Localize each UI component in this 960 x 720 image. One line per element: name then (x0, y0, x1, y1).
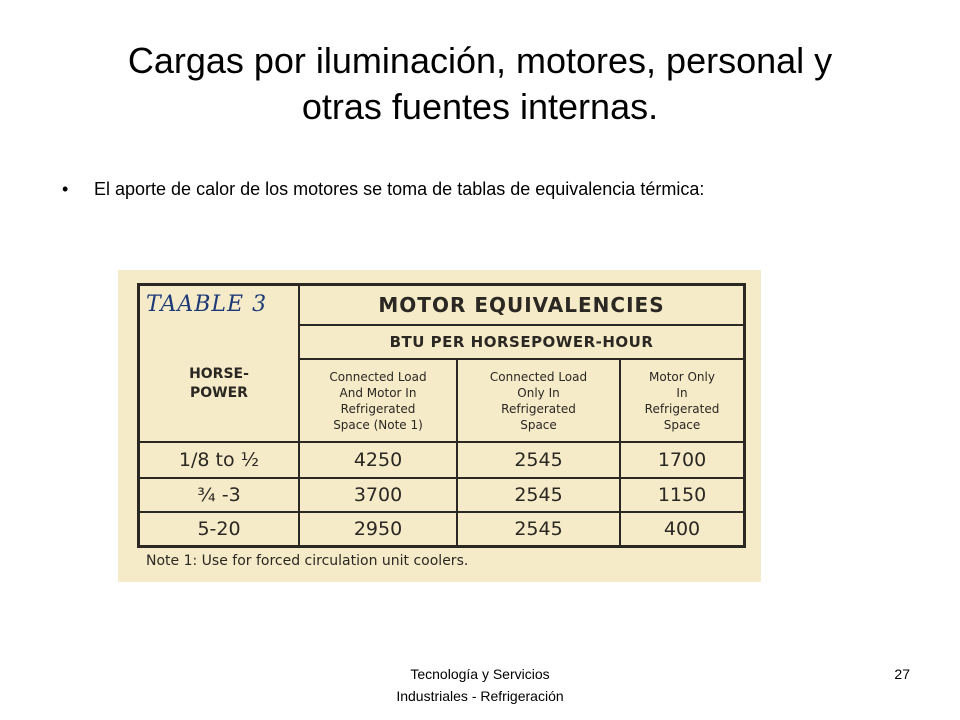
table-cell-value: 2545 (514, 449, 563, 471)
table-cell-value: 2545 (514, 518, 563, 540)
table-cell-value: 3700 (353, 484, 403, 506)
slide-footer (330, 663, 630, 707)
table-cell-value: 2545 (514, 484, 563, 506)
col-header-2-line-3: Refrigerated (501, 401, 576, 416)
slide-title-line-2: otras fuentes internas. (301, 86, 659, 127)
col-header-1-line-3: Refrigerated (340, 401, 416, 416)
footer-line-1: Tecnología y Servicios (410, 666, 550, 682)
column-header-connected-load-and-motor (300, 360, 456, 441)
table-title: MOTOR EQUIVALENCIES (378, 293, 665, 317)
slide-title (40, 38, 920, 130)
slide-title-line-1: Cargas por iluminación, motores, personal y (127, 40, 833, 81)
col-header-2-line-2: Only In (517, 385, 560, 400)
table-cell-hp: ¾ -3 (197, 484, 241, 506)
bullet-marker: • (62, 179, 69, 199)
col-header-2-line-4: Space (520, 417, 557, 432)
page-number: 27 (894, 666, 910, 682)
col-header-2-line-1: Connected Load (489, 369, 588, 384)
col-header-1-line-1: Connected Load (329, 369, 427, 384)
bullet-text: El aporte de calor de los motores se toma de tablas de equivalencia térmica: (94, 179, 705, 199)
col-header-1-line-4: Space (Note 1) (333, 417, 423, 432)
table-cell-value: 1700 (657, 449, 707, 471)
table-handwritten-tag: TAABLE 3 (146, 291, 268, 317)
table-footnote: Note 1: Use for forced circulation unit coolers. (146, 553, 469, 569)
horsepower-header-line-1: HORSE- (189, 365, 249, 382)
table-subtitle: BTU PER HORSEPOWER-HOUR (389, 333, 654, 351)
footer-line-2: Industriales - Refrigeración (396, 688, 564, 704)
column-header-motor-only (621, 360, 743, 441)
motor-equivalencies-table (137, 283, 746, 548)
col-header-1-line-2: And Motor In (339, 385, 417, 400)
table-cell-value: 1150 (657, 484, 707, 506)
table-cell-hp: 1/8 to ½ (178, 449, 260, 471)
col-header-3-line-3: Refrigerated (644, 401, 720, 416)
horsepower-header-line-2: POWER (190, 384, 248, 401)
column-header-connected-load-only (458, 360, 619, 441)
col-header-3-line-4: Space (663, 417, 701, 432)
table-cell-value: 2950 (353, 518, 403, 540)
horsepower-header (140, 326, 298, 441)
table-cell-hp: 5-20 (197, 518, 241, 540)
table-cell-value: 400 (663, 518, 701, 540)
col-header-3-line-2: In (676, 385, 688, 400)
table-cell-value: 4250 (353, 449, 403, 471)
col-header-3-line-1: Motor Only (649, 369, 715, 384)
